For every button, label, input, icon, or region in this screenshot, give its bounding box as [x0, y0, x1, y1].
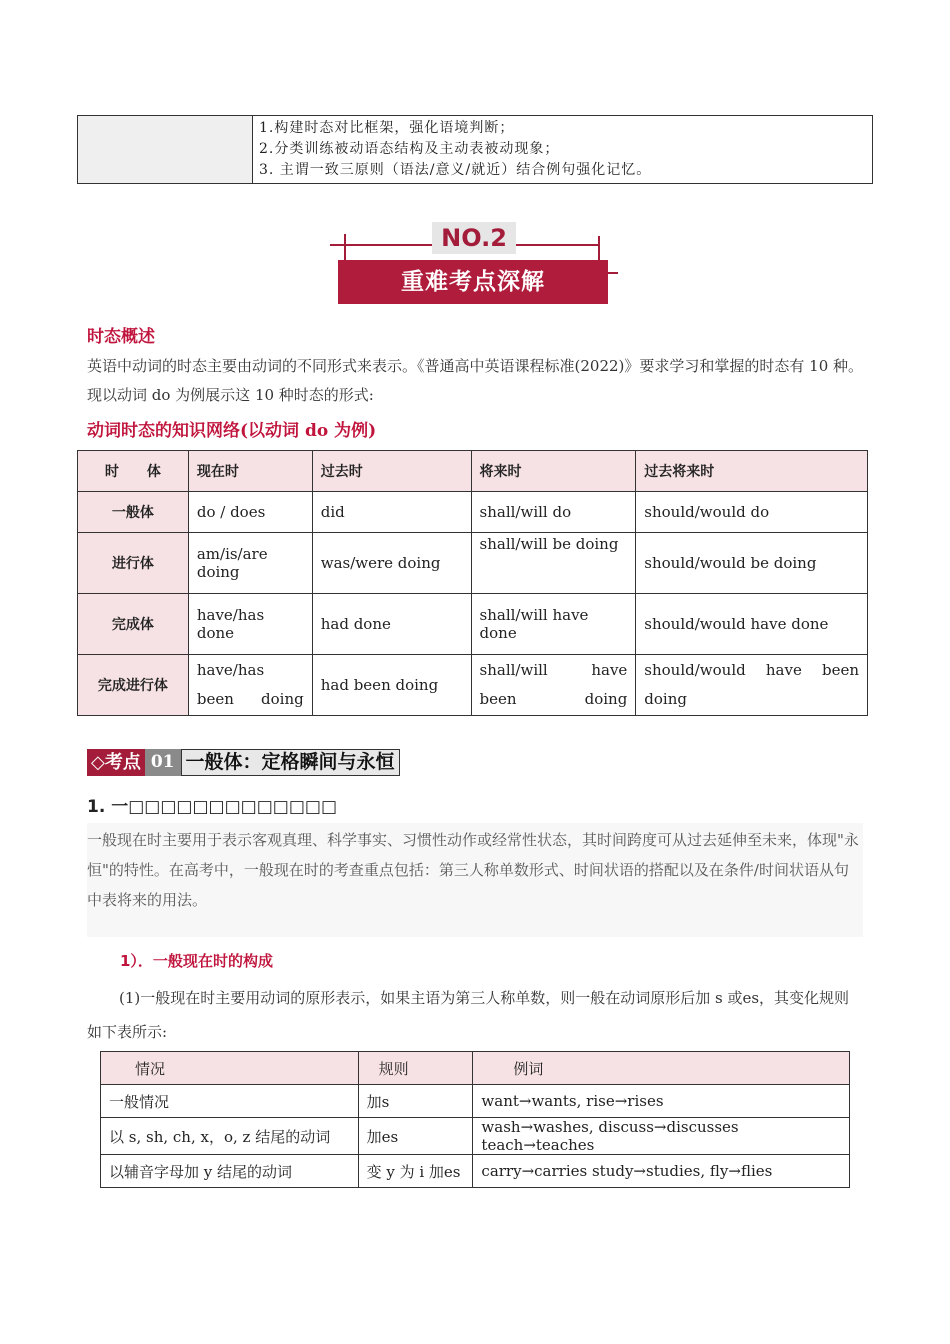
table-header-row	[101, 1052, 850, 1085]
header-cell: 过去时	[312, 451, 471, 492]
table-cell: 以辅音字母加 y 结尾的动词	[101, 1155, 359, 1188]
table-cell: wash→washes, discuss→discusses teach→teaches	[473, 1118, 850, 1155]
row-header-cell: 完成体	[78, 594, 189, 655]
intro-box	[87, 823, 863, 937]
table-row	[78, 594, 868, 655]
composition-heading: 1）．一般现在时的构成	[120, 952, 273, 970]
section-banner	[330, 222, 620, 308]
banner-title: 重难考点深解	[338, 260, 608, 304]
table-cell: want→wants, rise→rises	[473, 1085, 850, 1118]
table-row	[78, 492, 868, 533]
header-cell: 情况	[101, 1052, 359, 1085]
section-diamond-label: ◇考点	[87, 749, 145, 776]
section-title: 一般体：定格瞬间与永恒	[181, 749, 400, 776]
table-cell: should/would do	[636, 492, 868, 533]
header-cell: 将来时	[471, 451, 636, 492]
strategy-label-cell	[78, 116, 253, 184]
banner-number: NO.2	[432, 222, 516, 254]
table-cell: have/has done	[188, 594, 312, 655]
composition-text: (1)一般现在时主要用动词的原形表示，如果主语为第三人称单数，则一般在动词原形后加 s 或es，其变化规则如下表所示:	[87, 989, 850, 1041]
table-cell: am/is/are doing	[188, 533, 312, 594]
section-header	[87, 749, 400, 776]
header-cell: 时 体	[78, 451, 189, 492]
row-header-cell: 一般体	[78, 492, 189, 533]
table-cell: 变 y 为 i 加es	[358, 1155, 473, 1188]
strategy-line: 1.构建时态对比框架，强化语境判断；	[259, 120, 515, 136]
table-cell: do / does	[188, 492, 312, 533]
table-cell: 加es	[358, 1118, 473, 1155]
subheading: 1. 一□□□□□□□□□□□□□	[87, 797, 338, 817]
strategy-content-cell	[253, 116, 873, 184]
strategy-line: 2.分类训练被动语态结构及主动表被动现象；	[259, 141, 560, 157]
table-cell: should/would have been doing	[636, 655, 868, 716]
tense-network-table	[77, 450, 868, 716]
table-row	[101, 1085, 850, 1118]
table-cell: should/would be doing	[636, 533, 868, 594]
table-cell: 以 s, sh, ch, x，o, z 结尾的动词	[101, 1118, 359, 1155]
row-header-cell: 完成进行体	[78, 655, 189, 716]
overview-text: 英语中动词的时态主要由动词的不同形式来表示。《普通高中英语课程标准(2022)》要求学习和掌握的时态有 10 种。现以动词 do 为例展示这 10 种时态的形式:	[87, 357, 864, 404]
table-cell: should/would have done	[636, 594, 868, 655]
intro-text: 一般现在时主要用于表示客观真理、科学事实、习惯性动作或经常性状态，其时间跨度可从过去延伸至未来，体现"永恒"的特性。在高考中，一般现在时的考查重点包括：第三人称单数形式、时间状语的搭配以及在条件/时间状语从句中表将来的用法。	[87, 831, 859, 909]
overview-heading: 时态概述	[87, 327, 155, 347]
table-cell: shall/will do	[471, 492, 636, 533]
table-cell: shall/will be doing	[471, 533, 636, 594]
table-cell: had done	[312, 594, 471, 655]
table-cell: shall/will have been doing	[471, 655, 636, 716]
table-row	[101, 1155, 850, 1188]
table-cell: 一般情况	[101, 1085, 359, 1118]
table-row	[78, 533, 868, 594]
table-cell: had been doing	[312, 655, 471, 716]
section-number: 01	[145, 749, 181, 776]
table-cell: carry→carries study→studies, fly→flies	[473, 1155, 850, 1188]
table-cell: was/were doing	[312, 533, 471, 594]
strategy-line: 3. 主谓一致三原则（语法/意义/就近）结合例句强化记忆。	[259, 162, 652, 178]
table-cell: 加s	[358, 1085, 473, 1118]
strategy-table	[77, 115, 873, 184]
table-cell: have/has been doing	[188, 655, 312, 716]
row-header-cell: 进行体	[78, 533, 189, 594]
table-header-row	[78, 451, 868, 492]
header-cell: 规则	[358, 1052, 473, 1085]
header-cell: 过去将来时	[636, 451, 868, 492]
table-cell: shall/will have done	[471, 594, 636, 655]
rules-table	[100, 1051, 850, 1188]
table-row	[78, 655, 868, 716]
header-cell: 现在时	[188, 451, 312, 492]
network-heading: 动词时态的知识网络(以动词 do 为例)	[87, 421, 377, 441]
table-row	[101, 1118, 850, 1155]
table-cell: did	[312, 492, 471, 533]
header-cell: 例词	[473, 1052, 850, 1085]
